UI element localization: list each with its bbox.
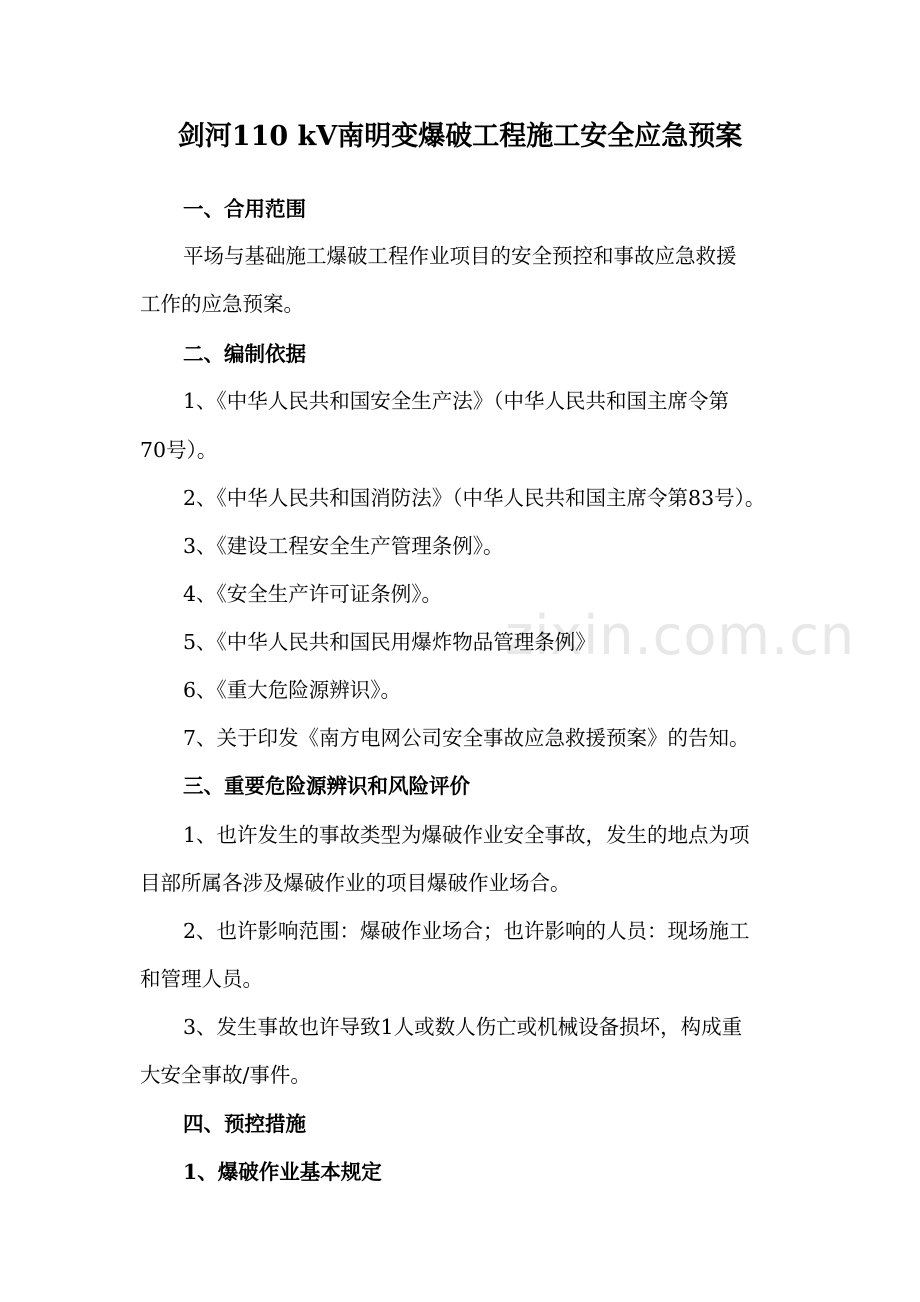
section-heading-4: 四、预控措施 bbox=[183, 1112, 306, 1136]
subsection-heading: 1、爆破作业基本规定 bbox=[183, 1160, 382, 1184]
document-title: 剑河110 kV南明变爆破工程施工安全应急预案 bbox=[177, 121, 743, 152]
list-item: 2、《中华人民共和国消防法》（中华人民共和国主席令第83号）。 bbox=[183, 486, 766, 510]
section-heading-1: 一、合用范围 bbox=[183, 197, 306, 221]
section-heading-2: 二、编制依据 bbox=[183, 342, 306, 366]
list-item: 3、发生事故也许导致1人或数人伤亡或机械设备损坏，构成重 bbox=[183, 1015, 743, 1039]
watermark: zixin.com.cn bbox=[505, 604, 856, 667]
list-item: 1、也许发生的事故类型为爆破作业安全事故，发生的地点为项 bbox=[183, 823, 750, 847]
paragraph-line: 平场与基础施工爆破工程作业项目的安全预控和事故应急救援 bbox=[183, 244, 737, 268]
list-item: 2、也许影响范围：爆破作业场合；也许影响的人员：现场施工 bbox=[183, 919, 750, 943]
list-item-continuation: 和管理人员。 bbox=[140, 967, 263, 991]
list-item: 5、《中华人民共和国民用爆炸物品管理条例》 bbox=[183, 630, 596, 654]
list-item: 3、《建设工程安全生产管理条例》。 bbox=[183, 534, 504, 558]
list-item: 6、《重大危险源辨识》。 bbox=[183, 678, 402, 702]
paragraph-line: 工作的应急预案。 bbox=[140, 292, 304, 316]
list-item-continuation: 目部所属各涉及爆破作业的项目爆破作业场合。 bbox=[140, 871, 571, 895]
list-item-continuation: 大安全事故/事件。 bbox=[140, 1063, 311, 1087]
list-item: 7、关于印发《南方电网公司安全事故应急救援预案》的告知。 bbox=[183, 726, 750, 750]
list-item: 1、《中华人民共和国安全生产法》（中华人民共和国主席令第 bbox=[183, 389, 730, 413]
list-item-continuation: 70号）。 bbox=[140, 438, 218, 462]
section-heading-3: 三、重要危险源辨识和风险评价 bbox=[183, 774, 470, 798]
list-item: 4、《安全生产许可证条例》。 bbox=[183, 582, 443, 606]
